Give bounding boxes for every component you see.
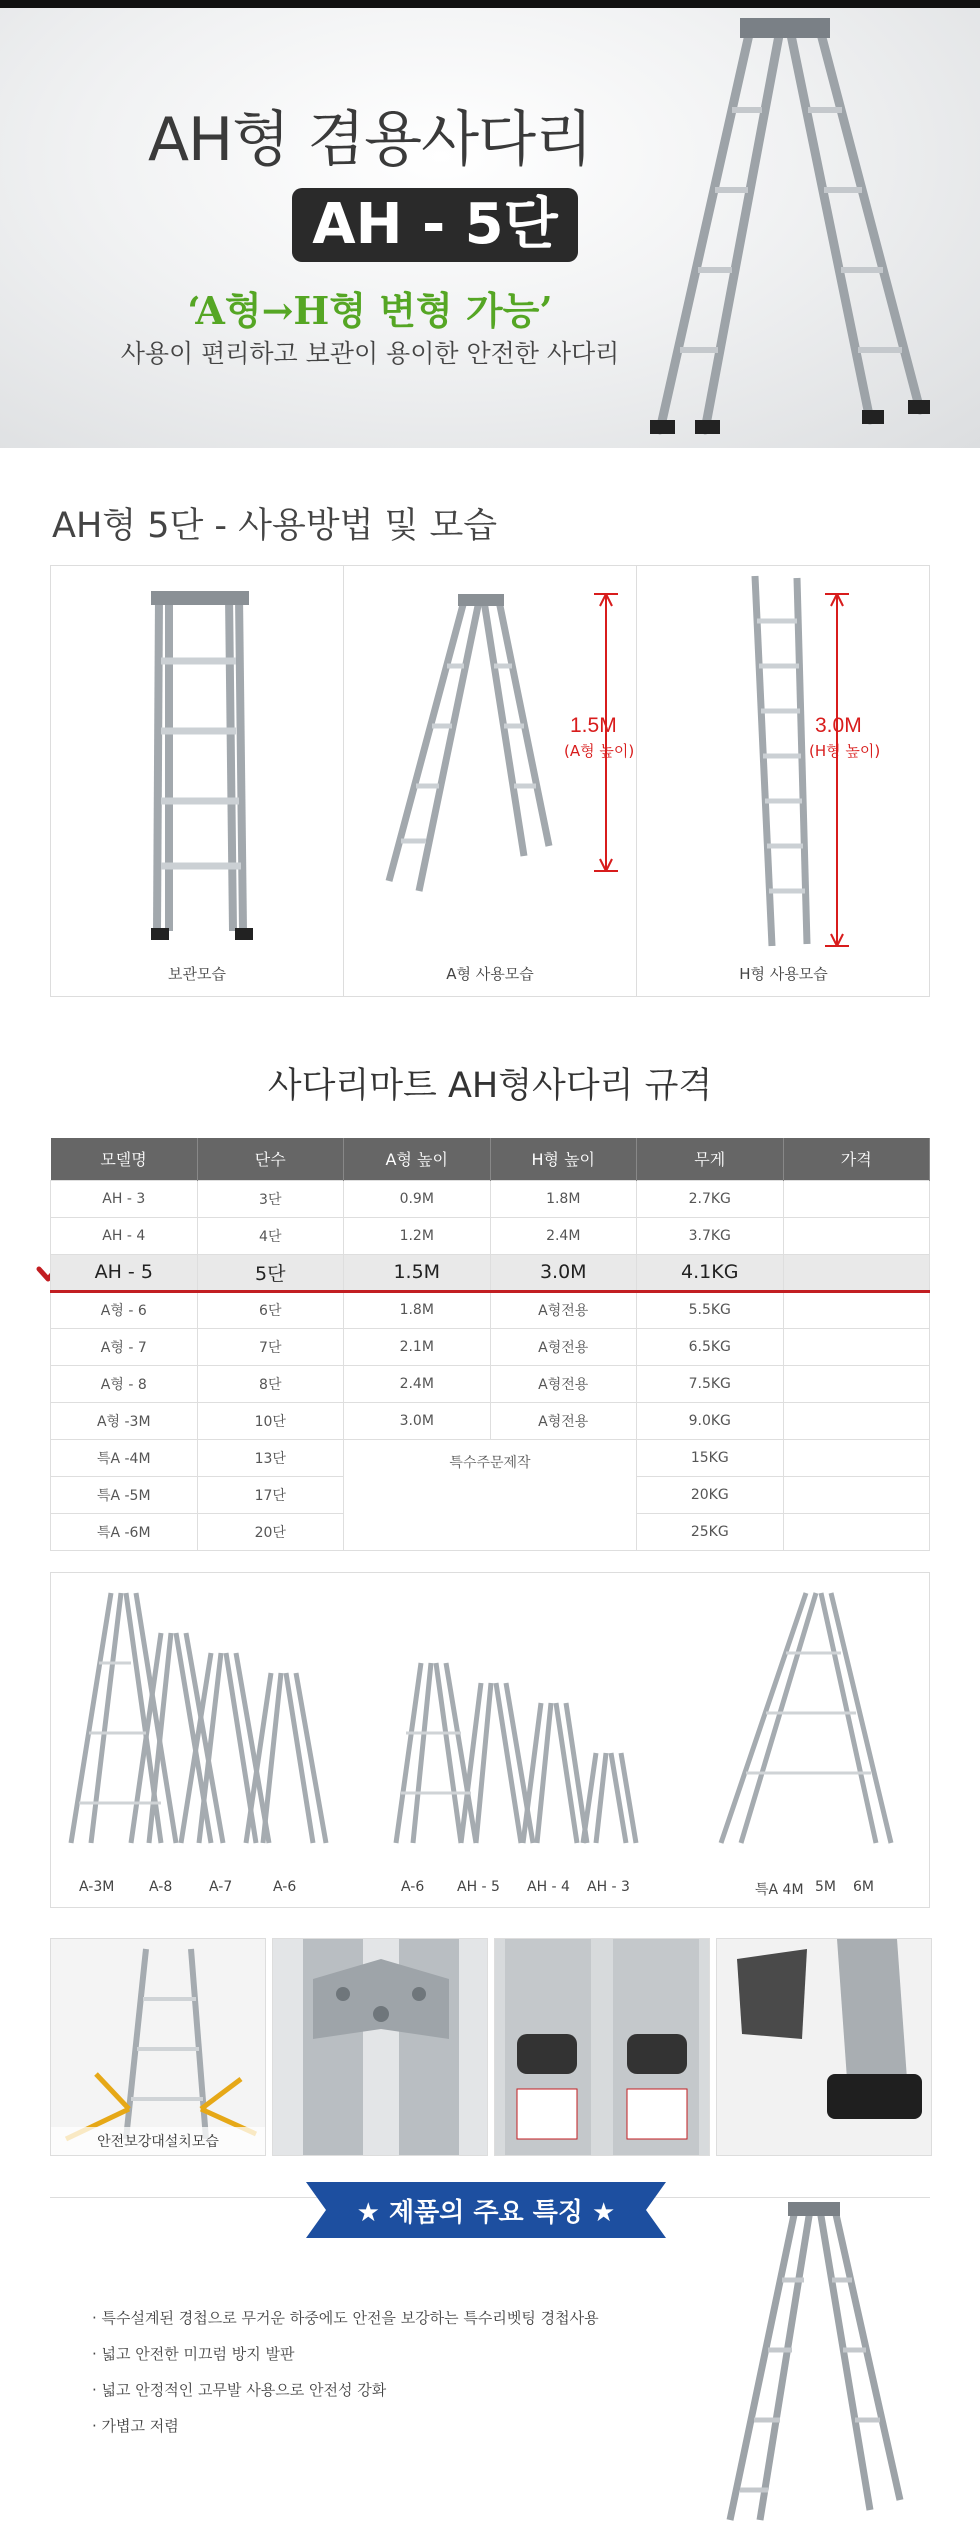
safety-brace-image [51,1939,266,2156]
cell-model: AH - 4 [51,1217,198,1254]
cell-price [783,1439,930,1476]
top-bar [0,0,980,8]
usage-section-title: AH형 5단 - 사용방법 및 모습 [52,506,498,546]
cell-model: AH - 3 [51,1180,198,1217]
cell-weight: 7.5KG [637,1365,784,1402]
storage-panel [51,566,344,996]
product-description: 사용이 편리하고 보관이 용이한 안전한 사다리 [120,339,620,368]
cell-h-height: 2.4M [490,1217,637,1254]
cell-a-height: 0.9M [344,1180,491,1217]
ladder-a-frame-image [640,10,940,440]
features-banner-title: ★ 제품의 주요 특징 ★ [356,2198,616,2228]
cell-steps: 3단 [197,1180,344,1217]
cell-model: A형 -3M [51,1402,198,1439]
ladder-feature-image [700,2200,920,2530]
cell-price [783,1291,930,1328]
cell-model: A형 - 7 [51,1328,198,1365]
cell-weight: 9.0KG [637,1402,784,1439]
cell-h-height: A형전용 [490,1328,637,1365]
table-row [51,1180,930,1217]
lineup-label: A-6 [273,1879,297,1895]
cell-price [783,1402,930,1439]
ladder-a-frame-use-image [344,566,637,996]
product-title: AH형 겸용사다리 [148,105,592,175]
spec-header-row [51,1138,930,1180]
header-steps: 단수 [197,1138,344,1180]
anti-slip-step-image [495,1939,710,2156]
cell-price [783,1328,930,1365]
cell-steps: 13단 [197,1439,344,1476]
ladder-folded-image [51,566,344,996]
cell-model: A형 - 6 [51,1291,198,1328]
table-row [51,1402,930,1439]
h-frame-panel [637,566,930,996]
cell-price [783,1513,930,1550]
cell-h-height: 3.0M [490,1254,637,1291]
cell-steps: 7단 [197,1328,344,1365]
header-a-height: A형 높이 [344,1138,491,1180]
table-row [51,1365,930,1402]
lineup-label: 5M [815,1879,836,1895]
usage-panels [50,565,930,997]
lineup-label: A-6 [401,1879,425,1895]
cell-a-height: 2.4M [344,1365,491,1402]
table-row [51,1291,930,1328]
cell-h-height: A형전용 [490,1402,637,1439]
list-item: · 넓고 안정적인 고무발 사용으로 안전성 강화 [92,2381,387,2399]
lineup-label: AH - 3 [587,1879,630,1895]
h-frame-caption: H형 사용모습 [739,965,828,983]
cell-model: 특A -4M [51,1439,198,1476]
cell-h-height: A형전용 [490,1365,637,1402]
lineup-label: AH - 5 [457,1879,500,1895]
table-row [51,1217,930,1254]
cell-steps: 6단 [197,1291,344,1328]
cell-price [783,1217,930,1254]
cell-a-height: 1.5M [344,1254,491,1291]
cell-price [783,1365,930,1402]
cell-weight: 3.7KG [637,1217,784,1254]
cell-steps: 20단 [197,1513,344,1550]
cell-a-height: 2.1M [344,1328,491,1365]
cell-weight: 25KG [637,1513,784,1550]
table-row [51,1328,930,1365]
cell-a-height: 1.2M [344,1217,491,1254]
lineup-label: A-3M [79,1879,115,1895]
model-badge: AH - 5단 [292,188,578,262]
cell-steps: 5단 [197,1254,344,1291]
detail-safety-brace [50,1938,266,2156]
lineup-label: 6M [853,1879,874,1895]
header-price: 가격 [783,1138,930,1180]
a-frame-panel [344,566,637,996]
list-item: · 넓고 안전한 미끄럼 방지 발판 [92,2345,295,2363]
detail-hinge [272,1938,488,2156]
detail-step [494,1938,710,2156]
cell-price [783,1180,930,1217]
table-row-highlighted [51,1254,930,1291]
cell-weight: 2.7KG [637,1180,784,1217]
cell-steps: 8단 [197,1365,344,1402]
header-h-height: H형 높이 [490,1138,637,1180]
h-frame-height-value: 3.0M [815,714,862,737]
a-frame-height-value: 1.5M [570,714,617,737]
ladder-lineup-image [51,1573,931,1873]
spec-table [50,1138,930,1551]
cell-model: 특A -5M [51,1476,198,1513]
cell-price [783,1476,930,1513]
cell-h-height: 1.8M [490,1180,637,1217]
list-item: · 특수설계된 경첩으로 무거운 하중에도 안전을 보강하는 특수리벳팅 경첩사용 [92,2309,599,2327]
cell-weight: 5.5KG [637,1291,784,1328]
detail-rubber-foot [716,1938,932,2156]
cell-model: AH - 5 [51,1254,198,1291]
cell-a-height: 3.0M [344,1402,491,1439]
cell-weight: 6.5KG [637,1328,784,1365]
cell-h-height: A형전용 [490,1291,637,1328]
cell-a-height: 1.8M [344,1291,491,1328]
hero-banner [0,0,980,448]
a-frame-height-note: (A형 높이) [564,742,635,760]
ladder-h-frame-use-image [637,566,930,996]
table-row [51,1439,930,1476]
conversion-tagline: ‘A형→H형 변형 가능’ [187,288,553,333]
cell-steps: 10단 [197,1402,344,1439]
storage-caption: 보관모습 [168,965,226,983]
h-frame-height-note: (H형 높이) [809,742,881,760]
cell-steps: 17단 [197,1476,344,1513]
ladder-lineup-panel [50,1572,930,1908]
cell-weight: 4.1KG [637,1254,784,1291]
header-model: 모델명 [51,1138,198,1180]
cell-model: 특A -6M [51,1513,198,1550]
hinge-closeup-image [273,1939,488,2156]
list-item: · 가볍고 저렴 [92,2417,179,2435]
lineup-label: A-8 [149,1879,173,1895]
cell-model: A형 - 8 [51,1365,198,1402]
cell-weight: 15KG [637,1439,784,1476]
header-weight: 무게 [637,1138,784,1180]
lineup-label: AH - 4 [527,1879,570,1895]
rubber-foot-image [717,1939,932,2156]
cell-price [783,1254,930,1291]
lineup-label: A-7 [209,1879,233,1895]
lineup-label: 특A 4M [755,1882,804,1898]
cell-steps: 4단 [197,1217,344,1254]
features-list [92,2300,599,2444]
special-order-cell: 특수주문제작 [344,1439,637,1550]
cell-weight: 20KG [637,1476,784,1513]
a-frame-caption: A형 사용모습 [446,965,534,983]
safety-brace-caption: 안전보강대설치모습 [51,2127,265,2155]
spec-section-title: 사다리마트 AH형사다리 규격 [267,1066,713,1106]
